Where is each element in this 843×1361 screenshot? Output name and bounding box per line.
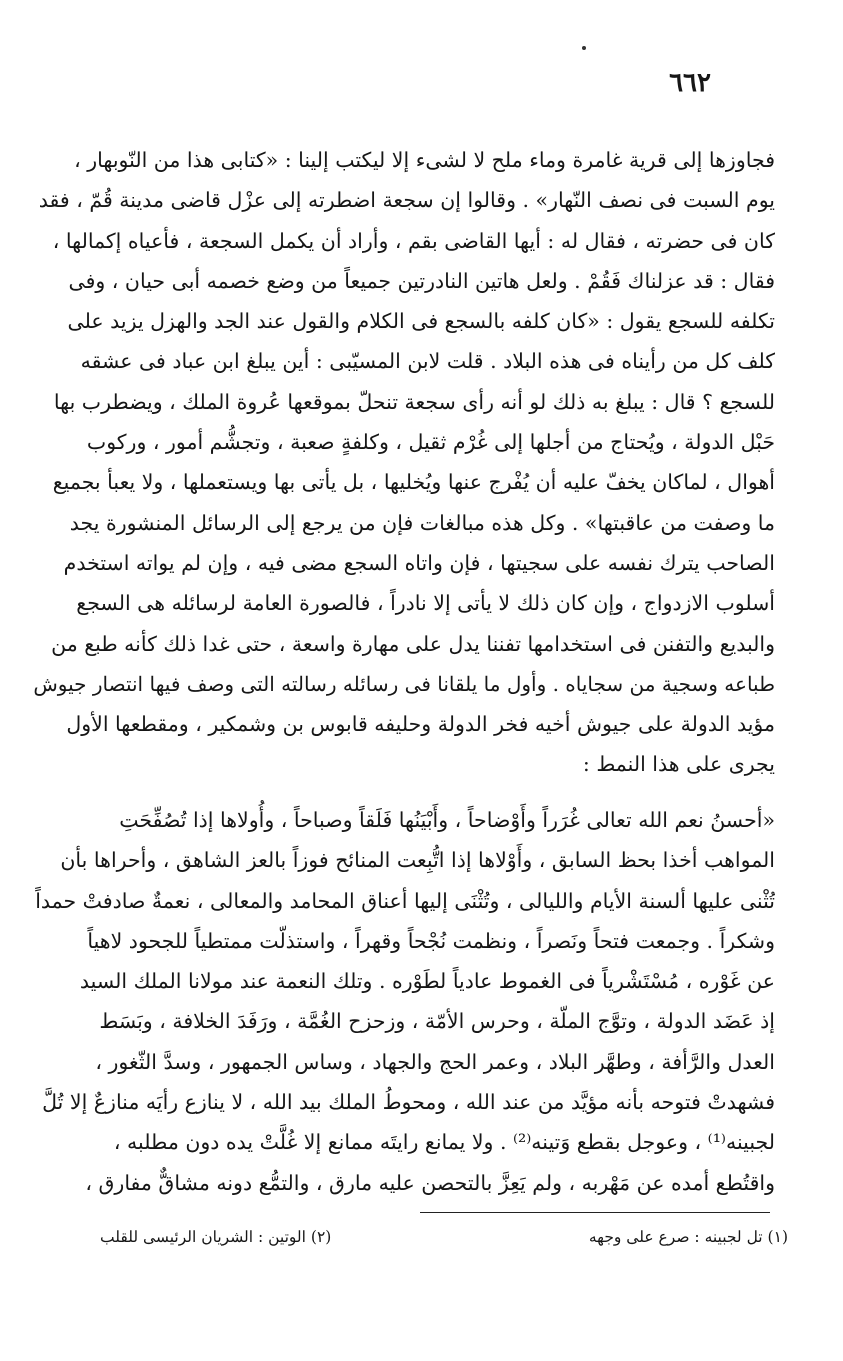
- paragraph-line: حَبْل الدولة ، ويُحتاج من أجلها إلى غُرْم ثقيل ، وكلفةٍ صعبة ، وتجشُّم أمور ، وركوب: [86, 430, 775, 455]
- quote-line: فشهدتْ فتوحه بأنه مؤيَّد من عند الله ، ومحوطُ الملك بيد الله ، لا ينازع رأيَه منازعٌ إلا تُلَّ: [42, 1090, 775, 1115]
- paragraph-line: أسلوب الازدواج ، وإن كان ذلك لا يأتى إلا نادراً ، فالصورة العامة لرسائله هى السجع: [76, 591, 775, 616]
- quote-line: وشكراً . وجمعت فتحاً ونَصراً ، ونظمت نُجْحاً وقهراً ، واستذلّت ممتطياً للجحود لاهياً: [87, 928, 775, 953]
- quote-line: إذ عَضَد الدولة ، وتوَّج الملّة ، وحرس الأمّة ، وزحزح الغُمَّة ، ورَفَدَ الخلافة ، وبَسَط: [99, 1009, 775, 1034]
- quote-line: لجبينه⁽¹⁾ ، وعوجل بقطع وَتينه⁽²⁾ . ولا يمانع رايتَه ممانع إلا غُلَّتْ يده دون مطلبه ،: [113, 1130, 775, 1155]
- paragraph-line: فقال : قد عزلناك فَقُمْ . ولعل هاتين النادرتين جميعاً من وضع خصمه أبى حيان ، وفى: [68, 268, 775, 293]
- quote-line: واقتُطع أمده عن مَهْربه ، ولم يَعِزَّ بالتحصن عليه مارق ، والتمُّع دونه مشاقٌّ مفارق ،: [85, 1170, 775, 1195]
- paragraph-line: يوم السبت فى نصف النّهار» . وقالوا إن سجعة اضطرته إلى عزْل قاضى مدينة قُمّ ، فقد: [38, 188, 775, 213]
- page-number: ٦٦٢: [669, 68, 711, 98]
- paragraph-line: كلف كل من رأيناه فى هذه البلاد . قلت لابن المسيّبى : أين يبلغ ابن عباد فى عشقه: [80, 349, 775, 374]
- paragraph-line: كان فى حضرته ، فقال له : أيها القاضى بقم ، وأراد أن يكمل السجعة ، فأعياه إكمالها ،: [52, 228, 775, 253]
- quote-line: العدل والرَّأفة ، وطهَّر البلاد ، وعمر الحج والجهاد ، وساس الجمهور ، وسدَّ الثّغور ،: [95, 1049, 775, 1074]
- paragraph-line: الصاحب يترك نفسه على سجيتها ، فإن واتاه السجع مضى فيه ، وإن لم يواته استخدم: [63, 550, 775, 575]
- paragraph-line: يجرى على هذا النمط :: [582, 752, 775, 777]
- quote-line: تُثْنى عليها ألسنة الأيام والليالى ، وتُثْنَى إليها أعناق المحامد والمعالى ، نعمةٌ صادفتْ حمداً: [35, 888, 775, 913]
- paragraph-line: تكلفه للسجع يقول : «كان كلفه بالسجع فى الكلام والقول عند الجد والهزل يزيد على: [67, 309, 775, 334]
- ink-speck: [582, 46, 586, 50]
- paragraph-line: فجاوزها إلى قرية غامرة وماء ملح لا لشىء إلا ليكتب إلينا : «كتابى هذا من النّوبهار ،: [74, 148, 775, 172]
- footnotes: [100, 1222, 788, 1252]
- paragraph-line: مؤيد الدولة على جيوش أخيه فخر الدولة وحليفه قابوس بن وشمكير ، ومقطعها الأول: [66, 712, 775, 737]
- paragraph-line: أهوال ، لماكان يخفّ عليه أن يُفْرج عنها ويُخليها ، بل يأتى بها ويستعملها ، ولا يعبأ بجميع: [52, 470, 775, 495]
- footnote-divider: [420, 1212, 770, 1213]
- quote-line: المواهب أخذا بحظ السابق ، وأَوْلاها إذا اتُّبِعت المنائح فوزاً بالعز الشاهق ، وأحراها بأن: [60, 848, 775, 873]
- footnote-1: (١) تل لجبينه : صرع على وجهه: [588, 1228, 788, 1246]
- paragraph-line: طباعه وسجية من سجاياه . وأول ما يلقانا فى رسائله رسالته التى وصف فيها انتصار جيوش: [33, 671, 775, 696]
- paragraph-line: والبديع والتفنن فى استخدامها تفننا يدل على مهارة واسعة ، حتى غدا ذلك كأنه طبع من: [51, 631, 775, 656]
- quoted-letter: [18, 800, 775, 1203]
- main-paragraph: [18, 140, 775, 785]
- quote-line: عن غَوْره ، مُسْتَشْرياً فى الغموط عادياً لطَوْره . وتلك النعمة عند مولانا الملك السيد: [79, 969, 775, 994]
- paragraph-line: للسجع ؟ قال : يبلغ به ذلك لو أنه رأى سجعة تنحلّ بموقعها عُروة الملك ، ويضطرب بها: [53, 389, 775, 414]
- footnote-2: (٢) الوتين : الشريان الرئيسى للقلب: [100, 1228, 332, 1246]
- paragraph-line: ما وصفت من عاقبتها» . وكل هذه مبالغات فإن من يرجع إلى الرسائل المنشورة يجد: [69, 510, 775, 535]
- quote-line: «أحسنُ نعم الله تعالى غُرَراً وأَوْضاحاً ، وأَبْيَنُها فَلَقاً وصباحاً ، وأُولاها إذا تُصُفِّحَتِ: [119, 808, 775, 832]
